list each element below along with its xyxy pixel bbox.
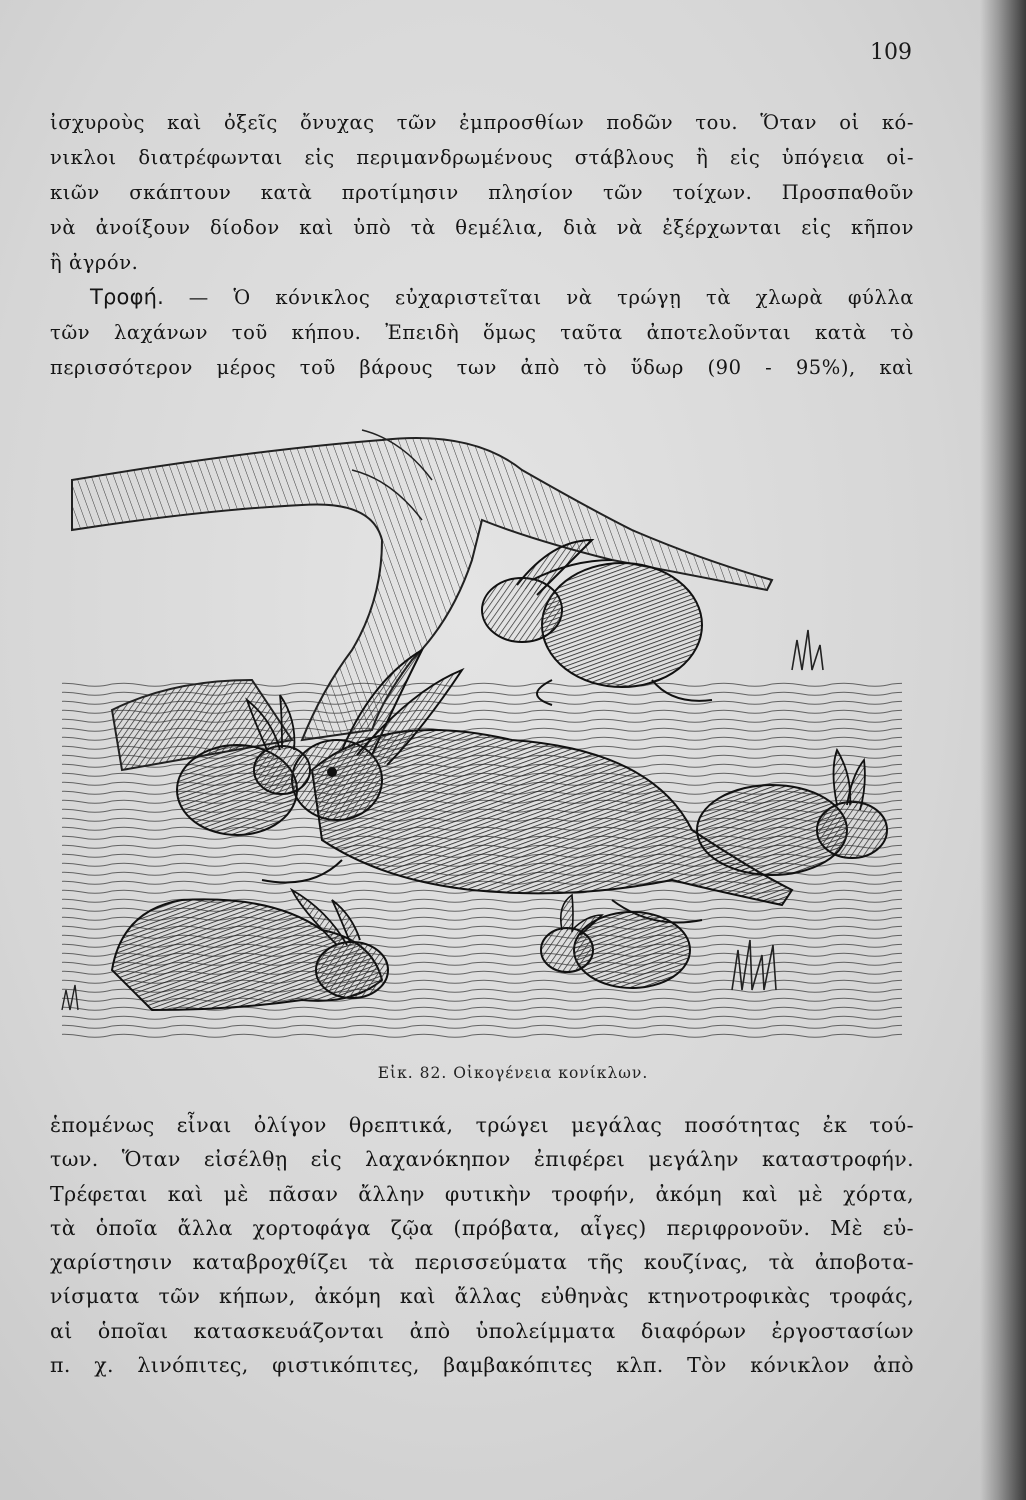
text-line: περισσότερον μέρος τοῦ βάρους των ἀπὸ τὸ ὕδωρ (90 - 95%), καὶ — [50, 356, 914, 379]
rabbit-family-engraving-icon — [52, 410, 912, 1050]
text-line: νικλοι διατρέφωνται εἰς περιμανδρωμένους στάβλους ἢ εἰς ὑπόγεια οἰ- — [50, 146, 914, 169]
text-bottom — [50, 1108, 914, 1382]
text-line: π. χ. λινόπιτες, φιστικόπιτες, βαμβακόπιτες κλπ. Τὸν κόνικλον ἀπὸ — [50, 1353, 914, 1378]
text-line: νὰ ἀνοίξουν δίοδον καὶ ὑπὸ τὰ θεμέλια, διὰ νὰ ἐξέρχωνται εἰς κῆπον — [50, 216, 914, 239]
binding-shadow — [980, 0, 1026, 1500]
text-line: τὰ ὁποῖα ἄλλα χορτοφάγα ζῷα (πρόβατα, αἶγες) περιφρονοῦν. Μὲ εὐ- — [50, 1215, 914, 1240]
text-line: ἢ ἀγρόν. — [50, 251, 139, 274]
heading-line-text: — Ὁ κόνικλος εὐχαριστεῖται νὰ τρώγῃ τὰ χλωρὰ φύλλα — [164, 286, 914, 309]
text-line: ἰσχυροὺς καὶ ὀξεῖς ὄνυχας τῶν ἐμπροσθίων ποδῶν του. Ὅταν οἱ κό- — [50, 111, 914, 134]
text-line: αἱ ὁποῖαι κατασκευάζονται ἀπὸ ὑπολείμματα διαφόρων ἐργοστασίων — [50, 1318, 914, 1343]
text-line: χαρίστησιν καταβροχθίζει τὰ περισσεύματα τῆς κουζίνας, τὰ ἀποβοτα- — [50, 1250, 914, 1275]
text-top — [50, 105, 914, 385]
text-line: Τρέφεται καὶ μὲ πᾶσαν ἄλλην φυτικὴν τροφήν, ἀκόμη καὶ μὲ χόρτα, — [50, 1181, 914, 1206]
text-line: κιῶν σκάπτουν κατὰ προτίμησιν πλησίον τῶν τοίχων. Προσπαθοῦν — [50, 181, 914, 204]
text-line: νίσματα τῶν κήπων, ἀκόμη καὶ ἄλλας εὐθηνὰς κτηνοτροφικὰς τροφάς, — [50, 1284, 914, 1309]
page-number: 109 — [870, 40, 912, 65]
section-heading: Τροφή. — [90, 285, 165, 309]
paragraph-heading-line — [50, 280, 914, 315]
rabbit-family-illustration — [52, 410, 912, 1050]
figure-caption: Εἰκ. 82. Οἰκογένεια κονίκλων. — [377, 1064, 649, 1082]
text-line: ἑπομένως εἶναι ὀλίγον θρεπτικά, τρώγει μεγάλας ποσότητας ἐκ τού- — [50, 1113, 914, 1137]
text-line: των. Ὅταν εἰσέλθῃ εἰς λαχανόκηπον ἐπιφέρει μεγάλην καταστροφήν. — [50, 1147, 914, 1172]
text-line: τῶν λαχάνων τοῦ κήπου. Ἐπειδὴ ὅμως ταῦτα ἀποτελοῦνται κατὰ τὸ — [50, 321, 914, 344]
